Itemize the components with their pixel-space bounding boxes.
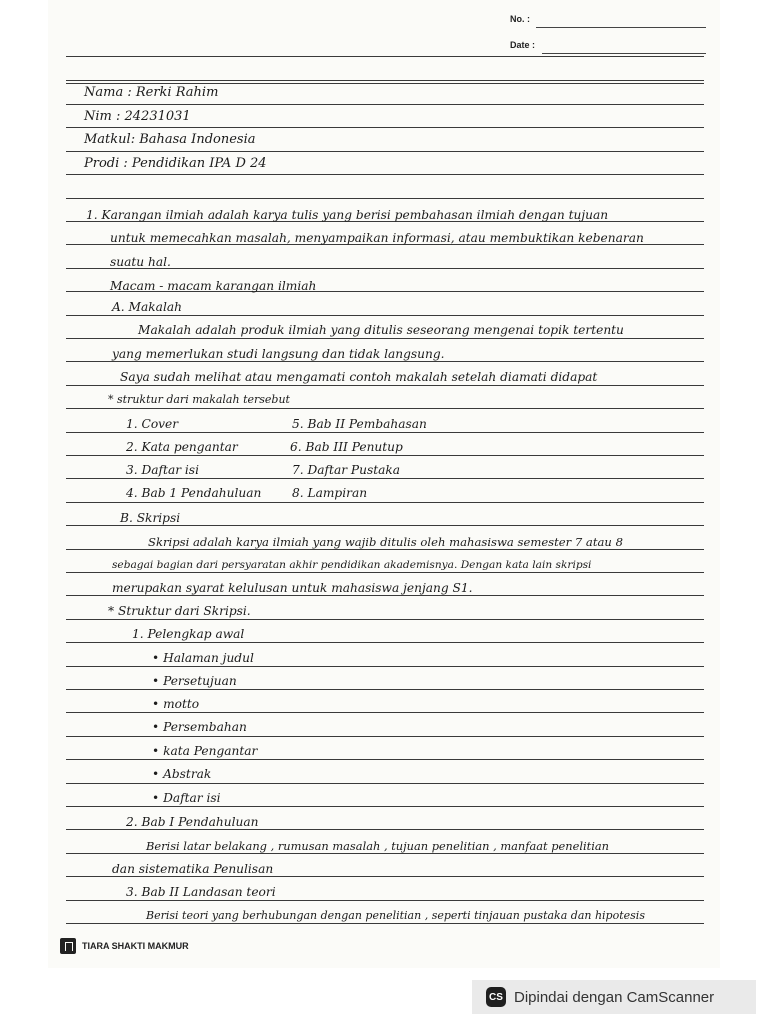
ruled-line — [66, 712, 704, 713]
ruled-line — [66, 900, 704, 901]
ruled-line — [66, 455, 704, 456]
skripsi-heading: B. Skripsi — [120, 511, 181, 525]
makalah-item-6: 6. Bab III Penutup — [290, 440, 403, 454]
skripsi-bullet-1: • Halaman judul — [152, 651, 254, 665]
skripsi-bullet-6: • Abstrak — [152, 767, 212, 781]
ruled-line — [66, 689, 704, 690]
ruled-line — [66, 478, 704, 479]
date-line — [542, 53, 706, 54]
identity-prodi: Prodi : Pendidikan IPA D 24 — [84, 156, 267, 171]
ruled-line — [66, 876, 704, 877]
ruled-line — [66, 127, 704, 128]
makalah-item-1: 1. Cover — [126, 417, 179, 431]
skripsi-bullet-7: • Daftar isi — [152, 791, 221, 805]
date-label: Date : — [510, 40, 536, 50]
skripsi-line-4: Berisi latar belakang , rumusan masalah , tujuan penelitian , manfaat penelitian — [146, 839, 610, 853]
skripsi-bullet-2: • Persetujuan — [152, 674, 237, 688]
body-line-7: yang memerlukan studi langsung dan tidak langsung. — [112, 347, 445, 361]
skripsi-part-2: 2. Bab I Pendahuluan — [126, 815, 259, 829]
ruled-line — [66, 525, 704, 526]
ruled-line — [66, 829, 704, 830]
ruled-line — [66, 853, 704, 854]
ruled-line — [66, 502, 704, 503]
skripsi-part-1: 1. Pelengkap awal — [132, 627, 245, 641]
skripsi-line-2: sebagai bagian dari persyaratan akhir pendidikan akademisnya. Dengan kata lain skripsi — [112, 559, 592, 571]
body-line-6: Makalah adalah produk ilmiah yang ditulis seseorang mengenai topik tertentu — [138, 323, 624, 337]
skripsi-bullet-3: • motto — [152, 697, 200, 711]
makalah-item-4: 4. Bab 1 Pendahuluan — [126, 486, 262, 500]
identity-name: Nama : Rerki Rahim — [84, 85, 219, 100]
brand-name: TIARA SHAKTI MAKMUR — [82, 941, 189, 951]
camscanner-text: Dipindai dengan CamScanner — [514, 988, 715, 1006]
makalah-item-3: 3. Daftar isi — [126, 463, 199, 477]
skripsi-bullet-4: • Persembahan — [152, 720, 247, 734]
skripsi-line-5: dan sistematika Penulisan — [112, 862, 274, 876]
brand-logo-icon — [60, 938, 76, 954]
ruled-line — [66, 642, 704, 643]
skripsi-structure-title: * Struktur dari Skripsi. — [108, 604, 251, 618]
ruled-line — [66, 338, 704, 339]
ruled-line — [66, 385, 704, 386]
skripsi-part-3: 3. Bab II Landasan teori — [126, 885, 276, 899]
no-label: No. : — [510, 14, 530, 24]
makalah-item-2: 2. Kata pengantar — [126, 440, 238, 454]
ruled-line — [66, 56, 704, 57]
ruled-line — [66, 151, 704, 152]
ruled-line — [66, 923, 704, 924]
ruled-line — [66, 104, 704, 105]
camscanner-badge — [472, 980, 756, 1014]
camscanner-icon: CS — [486, 987, 506, 1007]
identity-matkul: Matkul: Bahasa Indonesia — [84, 132, 256, 147]
skripsi-bullet-5: • kata Pengantar — [152, 744, 258, 758]
ruled-line — [66, 759, 704, 760]
body-line-4: Macam - macam karangan ilmiah — [110, 279, 317, 293]
ruled-line — [66, 619, 704, 620]
body-line-8: Saya sudah melihat atau mengamati contoh makalah setelah diamati didapat — [120, 370, 598, 384]
makalah-item-7: 7. Daftar Pustaka — [292, 463, 401, 477]
ruled-line — [66, 174, 704, 175]
ruled-line — [66, 408, 704, 409]
skripsi-line-1: Skripsi adalah karya ilmiah yang wajib ditulis oleh mahasiswa semester 7 atau 8 — [148, 535, 623, 549]
ruled-line — [66, 80, 704, 81]
ruled-line — [66, 806, 704, 807]
notebook-page — [48, 0, 720, 968]
ruled-line — [66, 432, 704, 433]
ruled-line — [66, 595, 704, 596]
makalah-item-8: 8. Lampiran — [292, 486, 368, 500]
body-line-1: 1. Karangan ilmiah adalah karya tulis yang berisi pembahasan ilmiah dengan tujuan — [86, 208, 609, 222]
ruled-line — [66, 549, 704, 550]
ruled-line — [66, 315, 704, 316]
ruled-line — [66, 736, 704, 737]
ruled-line — [66, 198, 704, 199]
body-line-3: suatu hal. — [110, 255, 171, 269]
skripsi-line-6: Berisi teori yang berhubungan dengan penelitian , seperti tinjauan pustaka dan hipotesis — [146, 909, 645, 922]
notebook-brand — [60, 938, 189, 954]
ruled-line — [66, 361, 704, 362]
skripsi-line-3: merupakan syarat kelulusan untuk mahasiswa jenjang S1. — [112, 581, 473, 595]
ruled-line — [66, 666, 704, 667]
makalah-item-5: 5. Bab II Pembahasan — [292, 417, 427, 431]
no-line — [536, 27, 706, 28]
ruled-line — [66, 783, 704, 784]
ruled-line — [66, 572, 704, 573]
body-line-2: untuk memecahkan masalah, menyampaikan informasi, atau membuktikan kebenaran — [110, 231, 644, 245]
body-line-9: * struktur dari makalah tersebut — [108, 393, 290, 406]
body-line-5: A. Makalah — [112, 300, 182, 314]
identity-nim: Nim : 24231031 — [84, 109, 191, 124]
